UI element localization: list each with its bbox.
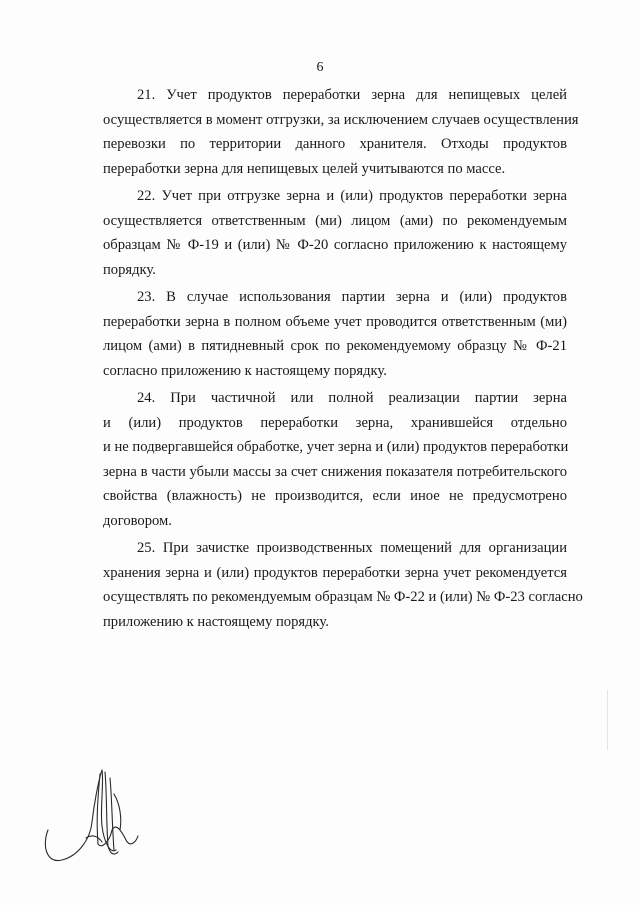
paragraph-line: 24. При частичной или полной реализации партии зерна [137, 390, 567, 406]
paragraph-24 [103, 386, 567, 533]
paragraph-23 [103, 285, 567, 383]
paragraph-line: и (или) продуктов переработки зерна, хранившейся отдельно [103, 414, 567, 431]
paragraph-line: и не подвергавшейся обработке, учет зерна и (или) продуктов переработки [103, 439, 569, 455]
page-number: 6 [316, 60, 324, 75]
paragraph-line: 23. В случае использования партии зерна и (или) продуктов [137, 289, 567, 305]
handwritten-signature [40, 760, 140, 870]
paragraph-line: приложению к настоящему порядку. [103, 613, 329, 630]
paragraph-21 [103, 83, 579, 181]
paragraph-line: 22. Учет при отгрузке зерна и (или) продуктов переработки зерна [137, 188, 567, 204]
paragraph-line: осуществляется ответственным (ми) лицом (ами) по рекомендуемым [103, 212, 567, 229]
paragraph-line: согласно приложению к настоящему порядку. [103, 362, 387, 379]
paragraph-25 [103, 536, 583, 634]
paragraph-line: осуществляется в момент отгрузки, за исключением случаев осуществления [103, 111, 579, 128]
paragraph-line: осуществлять по рекомендуемым образцам № Ф-22 и (или) № Ф-23 согласно [103, 589, 583, 605]
paragraph-line: зерна в части убыли массы за счет снижения показателя потребительского [103, 463, 567, 480]
paragraph-line: договором. [103, 512, 172, 529]
paragraph-line: свойства (влажность) не производится, если иное не предусмотрено [103, 488, 567, 504]
paragraph-line: образцам № Ф-19 и (или) № Ф-20 согласно приложению к настоящему [103, 237, 567, 253]
paragraph-line: переработки зерна для непищевых целей учитываются по массе. [103, 160, 506, 177]
paragraph-line: переработки зерна в полном объеме учет проводится ответственным (ми) [103, 313, 567, 330]
paragraph-line: перевозки по территории данного хранителя. Отходы продуктов [103, 136, 567, 152]
paragraph-22 [103, 184, 567, 282]
paragraph-line: хранения зерна и (или) продуктов переработки зерна учет рекомендуется [103, 564, 567, 581]
paragraph-line: порядку. [103, 261, 156, 278]
scan-artifact [607, 690, 608, 750]
paragraph-line: лицом (ами) в пятидневный срок по рекомендуемому образцу № Ф-21 [103, 338, 567, 354]
paragraph-line: 25. При зачистке производственных помещений для организации [137, 540, 567, 556]
document-body [103, 83, 583, 637]
paragraph-line: 21. Учет продуктов переработки зерна для непищевых целей [137, 87, 567, 103]
